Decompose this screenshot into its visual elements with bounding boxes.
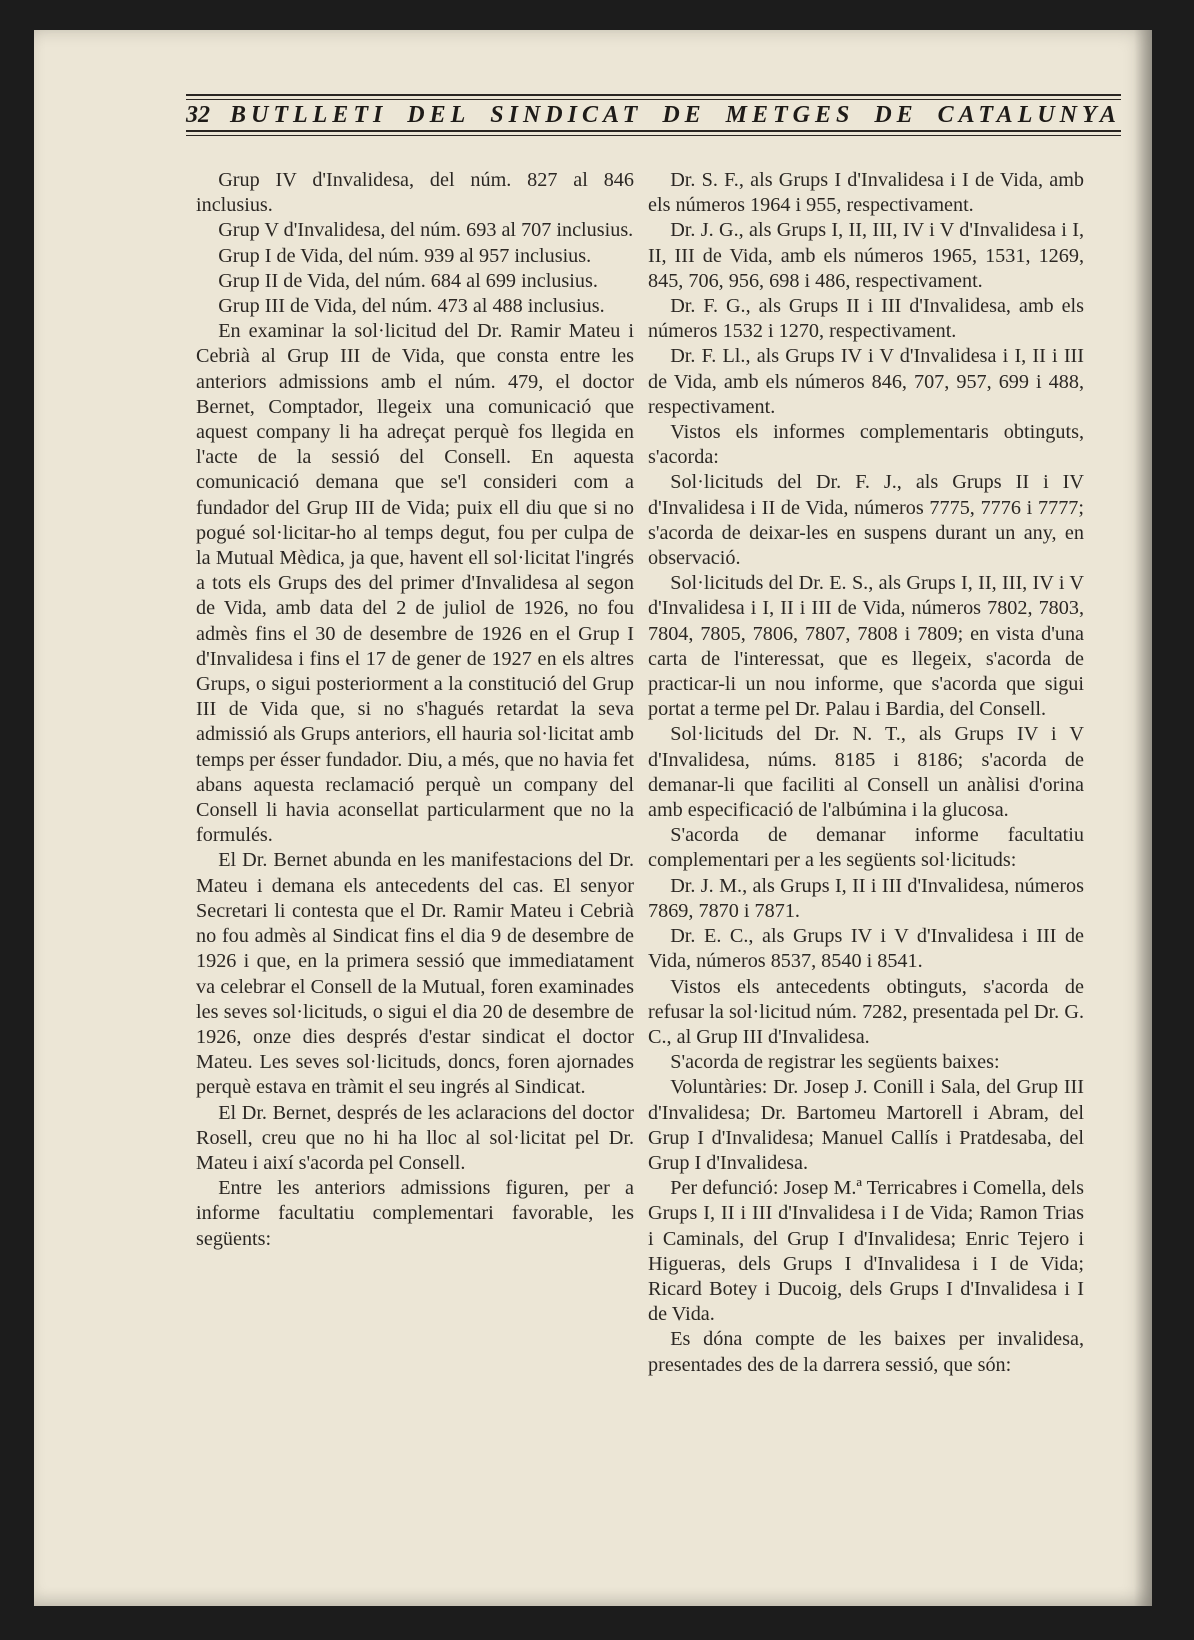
paragraph: El Dr. Bernet, després de les aclaracions del doctor Rosell, creu que no hi ha lloc al sol·licitat pel Dr. Mateu i així s'acorda pel Consell. bbox=[196, 1101, 634, 1174]
paragraph: Grup V d'Invalidesa, del núm. 693 al 707 inclusius. bbox=[218, 219, 634, 242]
paragraph: Dr. S. F., als Grups I d'Invalidesa i I de Vida, amb els números 1964 i 955, respectivament. bbox=[648, 169, 1084, 217]
paragraph: Dr. J. G., als Grups I, II, III, IV i V d'Invalidesa i I, II, III de Vida, amb els números 1965, 1531, 1269, 845, 706, 956, 698 i 486, respectivament. bbox=[648, 219, 1084, 292]
header-word: DE bbox=[874, 101, 918, 128]
paragraph: S'acorda de registrar les següents baixes: bbox=[670, 1051, 1000, 1074]
page-number: 32 bbox=[186, 101, 210, 128]
header-word: SINDICAT bbox=[490, 101, 643, 128]
paragraph: Per defunció: Josep M.ª Terricabres i Comella, dels Grups I, II i III d'Invalidesa i I de Vida; Ramon Trias i Caminals, del Grup I d'Invalidesa; Enric Tejero i Higueras, dels Grups I d'Invalidesa i I de Vida; Ricard Botey i Ducoig, dels Grups I d'Invalidesa i I de Vida. bbox=[648, 1177, 1084, 1326]
header-rule-bottom-thin bbox=[186, 135, 1121, 136]
paragraph: Grup IV d'Invalidesa, del núm. 827 al 846 inclusius. bbox=[196, 169, 634, 217]
paragraph: Dr. F. Ll., als Grups IV i V d'Invalidesa i I, II i III de Vida, amb els números 846, 707, 957, 699 i 488, respectivament. bbox=[648, 345, 1084, 418]
right-text-column bbox=[648, 168, 1084, 1378]
header-word: BUTLLETI bbox=[229, 101, 388, 128]
paragraph: Grup I de Vida, del núm. 939 al 957 inclusius. bbox=[218, 244, 592, 267]
paragraph: S'acorda de demanar informe facultatiu complementari per a les següents sol·licituds: bbox=[648, 824, 1084, 872]
document-page bbox=[34, 30, 1152, 1606]
running-header bbox=[186, 100, 1121, 130]
paragraph: Grup II de Vida, del núm. 684 al 699 inclusius. bbox=[218, 269, 598, 292]
paragraph: Voluntàries: Dr. Josep J. Conill i Sala, del Grup III d'Invalidesa; Dr. Bartomeu Martorell i Abram, del Grup I d'Invalidesa; Manuel Callís i Pratdesaba, del Grup I d'Invalidesa. bbox=[648, 1076, 1084, 1174]
paragraph: Vistos els antecedents obtinguts, s'acorda de refusar la sol·licitud núm. 7282, presentada pel Dr. G. C., al Grup III d'Invalidesa. bbox=[648, 975, 1084, 1048]
header-rule-top bbox=[186, 94, 1121, 96]
paragraph: Dr. J. M., als Grups I, II i III d'Invalidesa, números 7869, 7870 i 7871. bbox=[648, 874, 1084, 922]
paragraph: Dr. F. G., als Grups II i III d'Invalidesa, amb els números 1532 i 1270, respectivament. bbox=[648, 295, 1084, 343]
header-word: DE bbox=[662, 101, 706, 128]
paragraph: Grup III de Vida, del núm. 473 al 488 inclusius. bbox=[218, 295, 605, 318]
paragraph: El Dr. Bernet abunda en les manifestacions del Dr. Mateu i demana els antecedents del cas. El senyor Secretari li contesta que el Dr. Ramir Mateu i Cebrià no fou admès al Sindicat fins el dia 9 de desembre de 1926 i que, en la primera sessió que immediatament va celebrar el Consell de la Mutual, foren examinades les seves sol·licituds, o sigui el dia 20 de desembre de 1926, onze dies després d'estar sindicat el doctor Mateu. Les seves sol·licituds, doncs, foren ajornades perquè estava en tràmit el seu ingrés al Sindicat. bbox=[196, 849, 634, 1099]
header-rule-bottom bbox=[186, 130, 1121, 132]
paragraph: Entre les anteriors admissions figuren, per a informe facultatiu complementari favorable, les següents: bbox=[196, 1177, 634, 1250]
header-word: DEL bbox=[407, 101, 471, 128]
header-word: CATALUNYA bbox=[937, 101, 1121, 128]
page-edge-shadow bbox=[1134, 30, 1152, 1606]
paragraph: Sol·licituds del Dr. F. J., als Grups II i IV d'Invalidesa i II de Vida, números 7775, 7776 i 7777; s'acorda de deixar-les en suspens durant un any, en observació. bbox=[648, 471, 1084, 570]
paragraph: Dr. E. C., als Grups IV i V d'Invalidesa i III de Vida, números 8537, 8540 i 8541. bbox=[648, 925, 1084, 973]
paragraph: Sol·licituds del Dr. E. S., als Grups I, II, III, IV i V d'Invalidesa i I, II i III de Vida, números 7802, 7803, 7804, 7805, 7806, 7807, 7808 i 7809; en vista d'una carta de l'interessat, que es llegeix, s'acorda de practicar-li un nou informe, que s'acorda que sigui portat a terme pel Dr. Palau i Bardia, del Consell. bbox=[648, 572, 1084, 721]
paragraph: Es dóna compte de les baixes per invalidesa, presentades des de la darrera sessió, que són: bbox=[648, 1328, 1084, 1376]
paragraph: Vistos els informes complementaris obtinguts, s'acorda: bbox=[648, 421, 1084, 469]
paragraph: Sol·licituds del Dr. N. T., als Grups IV i V d'Invalidesa, núms. 8185 i 8186; s'acorda de demanar-li que faciliti al Consell un anàlisi d'orina amb especificació de l'albúmina i la glucosa. bbox=[648, 723, 1084, 822]
paragraph: En examinar la sol·licitud del Dr. Ramir Mateu i Cebrià al Grup III de Vida, que consta entre les anteriors admissions amb el núm. 479, el doctor Bernet, Comptador, llegeix una comunicació que aquest company li ha adreçat perquè fos llegida en l'acte de la sessió del Consell. En aquesta comunicació demana que se'l consideri com a fundador del Grup III de Vida; puix ell diu que si no pogué sol·licitar-ho al temps degut, fou per culpa de la Mutual Mèdica, ja que, havent ell sol·licitat l'ingrés a tots els Grups des del primer d'Invalidesa al segon de Vida, amb data del 2 de juliol de 1926, no fou admès fins el 30 de desembre de 1926 en el Grup I d'Invalidesa i fins el 17 de gener de 1927 en els altres Grups, o sigui posteriorment a la constitució del Grup III de Vida que, si no s'hagués retardat la seva admissió als Grups anteriors, ell hauria sol·licitat amb temps per ésser fundador. Diu, a més, que no havia fet abans aquesta reclamació perquè un company del Consell li havia aconsellat particularment que no la formulés. bbox=[196, 320, 634, 847]
header-word: METGES bbox=[725, 101, 855, 128]
left-text-column bbox=[196, 168, 634, 1252]
